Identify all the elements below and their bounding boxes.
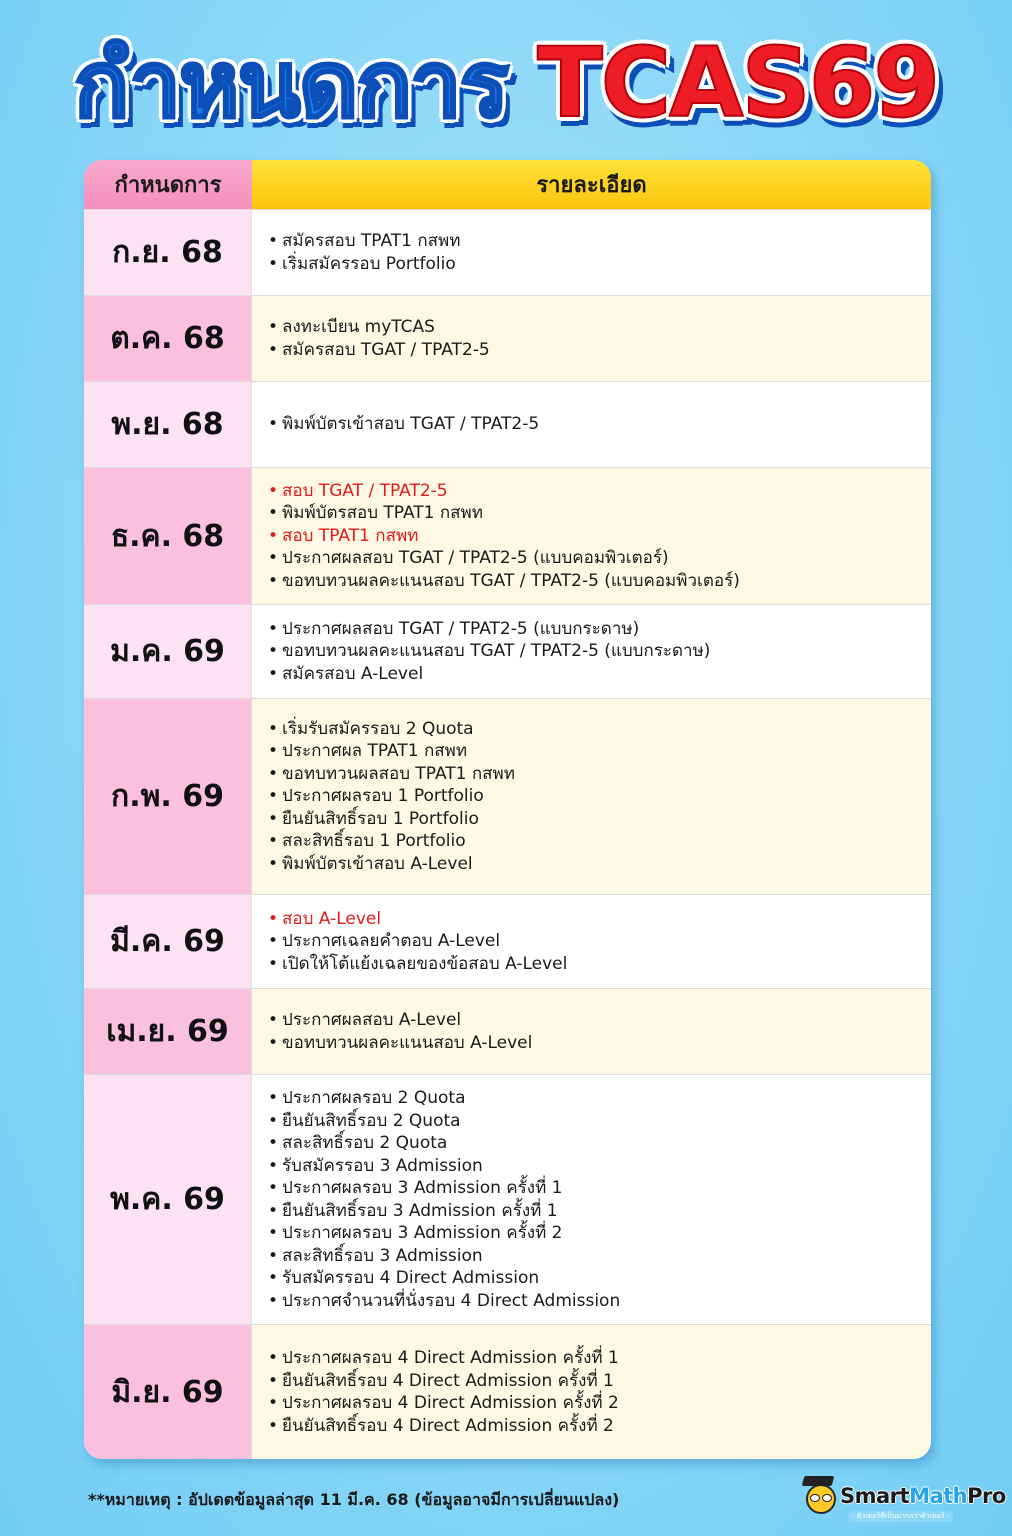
column-header-schedule: กำหนดการ <box>84 160 252 209</box>
list-item: • สมัครสอบ TPAT1 กสพท <box>268 230 931 253</box>
smartmathpro-logo <box>804 1474 1004 1526</box>
details-cell <box>252 895 931 988</box>
exam-event-item: • สอบ TGAT / TPAT2-5 <box>268 480 931 503</box>
list-item: • ประกาศผล TPAT1 กสพท <box>268 740 931 763</box>
title-tcas: TCAS69 <box>537 27 939 139</box>
table-row <box>84 1324 931 1459</box>
list-item: • สละสิทธิ์รอบ 2 Quota <box>268 1132 931 1155</box>
month-cell: ธ.ค. 68 <box>84 468 252 604</box>
details-cell <box>252 382 931 467</box>
list-item: • ขอทบทวนผลคะแนนสอบ TGAT / TPAT2-5 (แบบกระดาษ) <box>268 640 931 663</box>
list-item: • ประกาศผลรอบ 1 Portfolio <box>268 785 931 808</box>
details-cell <box>252 210 931 295</box>
exam-event-item: • สอบ TPAT1 กสพท <box>268 525 931 548</box>
list-item: • ประกาศผลรอบ 4 Direct Admission ครั้งที่ 2 <box>268 1392 931 1415</box>
list-item: • พิมพ์บัตรสอบ TPAT1 กสพท <box>268 502 931 525</box>
month-cell: พ.ย. 68 <box>84 382 252 467</box>
brand-smart: Smart <box>840 1484 910 1508</box>
list-item: • ยืนยันสิทธิ์รอบ 3 Admission ครั้งที่ 1 <box>268 1200 931 1223</box>
list-item: • พิมพ์บัตรเข้าสอบ TGAT / TPAT2-5 <box>268 413 931 436</box>
table-header <box>84 160 931 209</box>
list-item: • ยืนยันสิทธิ์รอบ 4 Direct Admission ครั้งที่ 2 <box>268 1415 931 1438</box>
table-row <box>84 209 931 295</box>
list-item: • ยืนยันสิทธิ์รอบ 4 Direct Admission ครั้งที่ 1 <box>268 1370 931 1393</box>
list-item: • เริ่มสมัครรอบ Portfolio <box>268 253 931 276</box>
list-item: • ประกาศผลรอบ 2 Quota <box>268 1087 931 1110</box>
column-header-details: รายละเอียด <box>252 160 931 209</box>
list-item: • สละสิทธิ์รอบ 3 Admission <box>268 1245 931 1268</box>
list-item: • ขอทบทวนผลคะแนนสอบ TGAT / TPAT2-5 (แบบคอมพิวเตอร์) <box>268 570 931 593</box>
logo-brand <box>840 1484 1006 1508</box>
list-item: • ประกาศผลสอบ A-Level <box>268 1009 931 1032</box>
list-item: • ประกาศผลสอบ TGAT / TPAT2-5 (แบบคอมพิวเตอร์) <box>268 547 931 570</box>
list-item: • ยืนยันสิทธิ์รอบ 2 Quota <box>268 1110 931 1133</box>
details-cell <box>252 989 931 1074</box>
list-item: • ประกาศผลสอบ TGAT / TPAT2-5 (แบบกระดาษ) <box>268 618 931 641</box>
list-item: • เริ่มรับสมัครรอบ 2 Quota <box>268 718 931 741</box>
list-item: • สมัครสอบ TGAT / TPAT2-5 <box>268 339 931 362</box>
details-cell <box>252 699 931 894</box>
table-body <box>84 209 931 1459</box>
table-row <box>84 698 931 894</box>
month-cell: ก.พ. 69 <box>84 699 252 894</box>
month-cell: มิ.ย. 69 <box>84 1325 252 1459</box>
list-item: • ประกาศจำนวนที่นั่งรอบ 4 Direct Admission <box>268 1290 931 1313</box>
details-cell <box>252 468 931 604</box>
brand-math: Math <box>909 1484 968 1508</box>
details-cell <box>252 1325 931 1459</box>
list-item: • ประกาศผลรอบ 3 Admission ครั้งที่ 2 <box>268 1222 931 1245</box>
schedule-table <box>84 160 931 1459</box>
glasses-icon <box>810 1494 832 1502</box>
table-row <box>84 894 931 988</box>
details-cell <box>252 1075 931 1324</box>
title-thai: กำหนดการ <box>73 30 508 138</box>
details-cell <box>252 605 931 698</box>
list-item: • รับสมัครรอบ 3 Admission <box>268 1155 931 1178</box>
list-item: • ประกาศเฉลยคำตอบ A-Level <box>268 930 931 953</box>
list-item: • เปิดให้โต้แย้งเฉลยของข้อสอบ A-Level <box>268 953 931 976</box>
graduation-cap-icon <box>802 1476 835 1486</box>
table-row <box>84 381 931 467</box>
list-item: • ประกาศผลรอบ 3 Admission ครั้งที่ 1 <box>268 1177 931 1200</box>
list-item: • สละสิทธิ์รอบ 1 Portfolio <box>268 830 931 853</box>
list-item: • ประกาศผลรอบ 4 Direct Admission ครั้งที่ 1 <box>268 1347 931 1370</box>
table-row <box>84 1074 931 1324</box>
month-cell: ก.ย. 68 <box>84 210 252 295</box>
list-item: • สมัครสอบ A-Level <box>268 663 931 686</box>
list-item: • รับสมัครรอบ 4 Direct Admission <box>268 1267 931 1290</box>
table-row <box>84 988 931 1074</box>
list-item: • พิมพ์บัตรเข้าสอบ A-Level <box>268 853 931 876</box>
list-item: • ลงทะเบียน myTCAS <box>268 316 931 339</box>
month-cell: ต.ค. 68 <box>84 296 252 381</box>
details-cell <box>252 296 931 381</box>
month-cell: พ.ค. 69 <box>84 1075 252 1324</box>
exam-event-item: • สอบ A-Level <box>268 908 931 931</box>
list-item: • ขอทบทวนผลคะแนนสอบ A-Level <box>268 1032 931 1055</box>
list-item: • ขอทบทวนผลสอบ TPAT1 กสพท <box>268 763 931 786</box>
month-cell: ม.ค. 69 <box>84 605 252 698</box>
month-cell: เม.ย. 69 <box>84 989 252 1074</box>
logo-tagline: - ติวเตอร์ที่เป็นมากกว่าติวเตอร์ - <box>848 1511 953 1522</box>
table-row <box>84 604 931 698</box>
table-row <box>84 467 931 604</box>
list-item: • ยืนยันสิทธิ์รอบ 1 Portfolio <box>268 808 931 831</box>
page-title <box>0 18 1012 148</box>
table-row <box>84 295 931 381</box>
footnote: **หมายเหตุ : อัปเดตข้อมูลล่าสุด 11 มี.ค. 68 (ข้อมูลอาจมีการเปลี่ยนแปลง) <box>88 1490 620 1509</box>
brand-pro: Pro <box>967 1484 1006 1508</box>
month-cell: มี.ค. 69 <box>84 895 252 988</box>
